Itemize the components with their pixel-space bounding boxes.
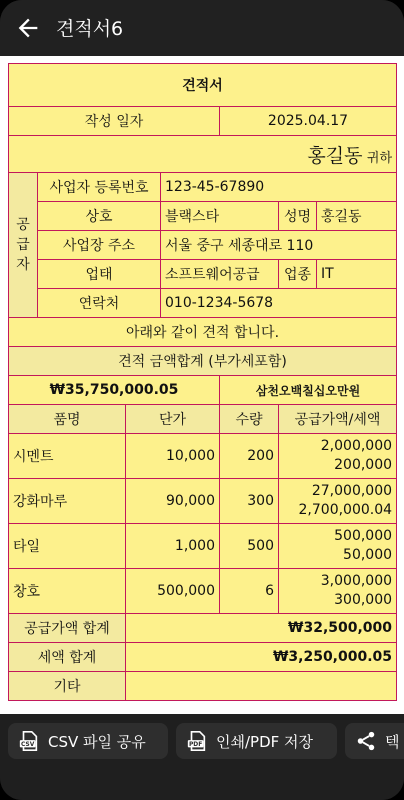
item-unit-price: 1,000	[126, 524, 220, 569]
pdf-file-icon	[186, 730, 208, 752]
supplier-group-label: 공 급 자	[9, 173, 38, 318]
item-qty: 500	[220, 524, 279, 569]
tax-total-value: ₩3,250,000.05	[126, 643, 397, 672]
svg-text:PDF: PDF	[188, 741, 203, 749]
item-name: 창호	[9, 569, 126, 614]
svg-text:CSV: CSV	[20, 741, 35, 749]
category-label: 업종	[279, 260, 317, 289]
category-value: IT	[317, 260, 397, 289]
table-row	[9, 524, 397, 569]
company-value: 블랙스타	[161, 202, 279, 231]
item-amount	[279, 569, 397, 614]
app-bar	[0, 0, 404, 56]
item-tax: 300,000	[334, 592, 393, 608]
col-header-item: 품명	[9, 405, 126, 434]
etc-label: 기타	[9, 672, 126, 701]
share-icon	[355, 730, 377, 752]
quote-statement: 아래와 같이 견적 합니다.	[9, 318, 397, 347]
item-unit-price: 90,000	[126, 479, 220, 524]
arrow-back-icon[interactable]	[14, 14, 42, 42]
item-tax: 50,000	[343, 547, 393, 563]
item-supply: 500,000	[334, 528, 393, 544]
table-row	[9, 434, 397, 479]
item-supply: 3,000,000	[320, 573, 393, 589]
total-in-words: 삼천오백칠십오만원	[220, 376, 397, 405]
csv-file-icon	[18, 730, 40, 752]
csv-share-label: CSV 파일 공유	[48, 732, 146, 751]
contact-value: 010-1234-5678	[161, 289, 397, 318]
table-row	[9, 569, 397, 614]
item-name: 타일	[9, 524, 126, 569]
item-amount	[279, 434, 397, 479]
item-qty: 6	[220, 569, 279, 614]
supply-total-label: 공급가액 합계	[9, 614, 126, 643]
item-tax: 200,000	[334, 457, 393, 473]
honorific: 귀하	[366, 150, 393, 166]
page-title: 견적서6	[56, 18, 124, 40]
item-qty: 200	[220, 434, 279, 479]
address-label: 사업장 주소	[38, 231, 161, 260]
item-supply: 27,000,000	[311, 483, 393, 499]
company-label: 상호	[38, 202, 161, 231]
item-tax: 2,700,000.04	[298, 502, 393, 518]
table-row	[9, 479, 397, 524]
item-supply: 2,000,000	[320, 438, 393, 454]
address-value: 서울 중구 세종대로 110	[161, 231, 397, 260]
col-header-qty: 수량	[220, 405, 279, 434]
recipient-cell	[9, 136, 397, 173]
date-value: 2025.04.17	[220, 107, 397, 136]
print-pdf-button[interactable]	[176, 723, 337, 759]
quote-table	[8, 63, 397, 701]
item-amount	[279, 524, 397, 569]
date-label: 작성 일자	[9, 107, 220, 136]
item-unit-price: 10,000	[126, 434, 220, 479]
print-pdf-label: 인쇄/PDF 저장	[216, 732, 314, 751]
action-bar	[0, 714, 404, 800]
biz-no-label: 사업자 등록번호	[38, 173, 161, 202]
share-text-label: 텍	[385, 732, 400, 751]
tax-total-label: 세액 합계	[9, 643, 126, 672]
biz-no-value: 123-45-67890	[161, 173, 397, 202]
item-name: 시멘트	[9, 434, 126, 479]
etc-value	[126, 672, 397, 701]
contact-label: 연락처	[38, 289, 161, 318]
share-text-button[interactable]	[345, 723, 404, 759]
col-header-amount: 공급가액/세액	[279, 405, 397, 434]
recipient-name: 홍길동	[307, 144, 363, 167]
owner-name-value: 홍길동	[317, 202, 397, 231]
csv-share-button[interactable]	[8, 723, 168, 759]
col-header-unit-price: 단가	[126, 405, 220, 434]
item-name: 강화마루	[9, 479, 126, 524]
business-type-value: 소프트웨어공급	[161, 260, 279, 289]
supply-total-value: ₩32,500,000	[126, 614, 397, 643]
total-header: 견적 금액합계 (부가세포함)	[9, 347, 397, 376]
owner-name-label: 성명	[279, 202, 317, 231]
item-unit-price: 500,000	[126, 569, 220, 614]
quote-document	[0, 56, 404, 714]
total-amount: ₩35,750,000.05	[9, 376, 220, 405]
item-qty: 300	[220, 479, 279, 524]
quote-title: 견적서	[9, 64, 397, 107]
item-amount	[279, 479, 397, 524]
business-type-label: 업태	[38, 260, 161, 289]
